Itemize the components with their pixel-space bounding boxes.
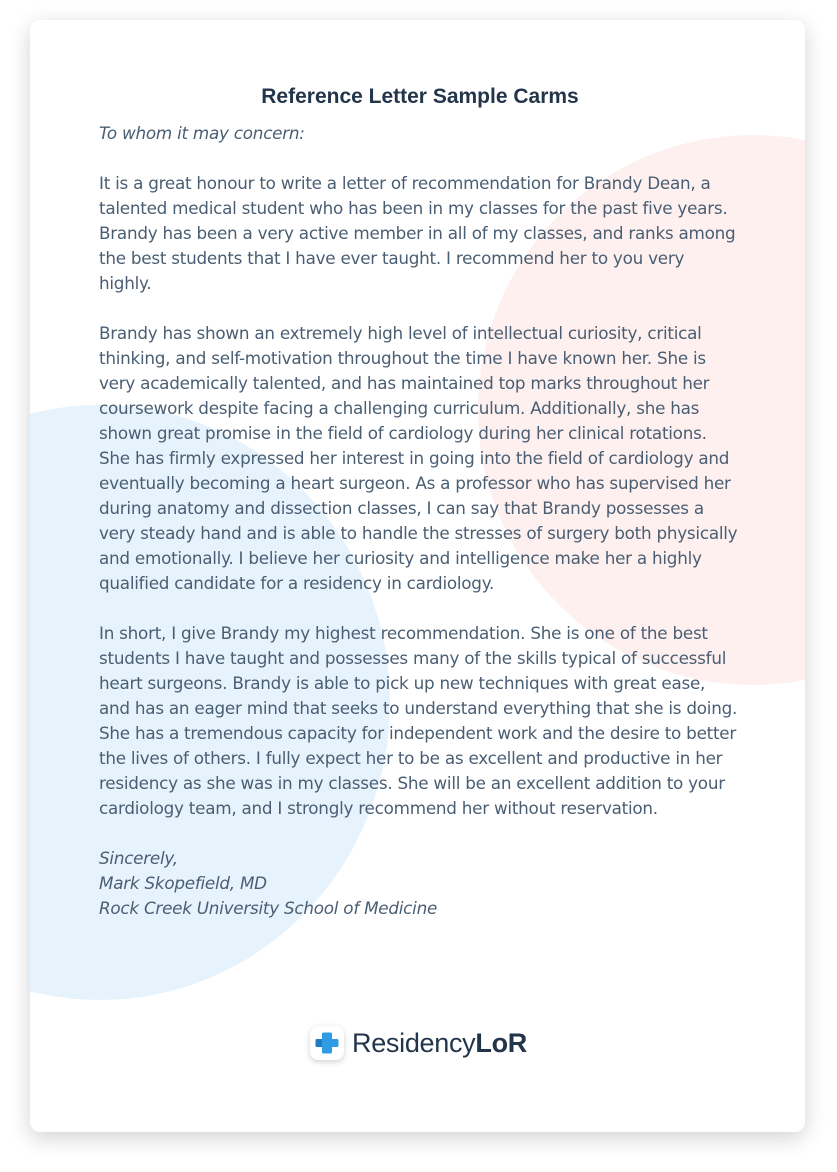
medical-cross-icon <box>310 1026 344 1060</box>
residency-lor-logo <box>310 1025 527 1061</box>
logo-text-bold: LoR <box>475 1027 527 1058</box>
letter-page <box>30 20 805 1132</box>
page-title: Reference Letter Sample Carms <box>261 85 579 108</box>
letter-content <box>99 82 741 921</box>
letter-paragraph: It is a great honour to write a letter of recommendation for Brandy Dean, a talented medical student who has been in my classes for the past five years. Brandy has been a very active member in all of my classes, and ranks among the best students that I have ever taught. I recommend her to you very highly. <box>99 173 736 293</box>
letter-closing: Sincerely, <box>99 848 178 868</box>
logo-wordmark <box>352 1028 527 1059</box>
letter-signoff <box>99 846 741 921</box>
letter-greeting: To whom it may concern: <box>99 123 305 143</box>
signer-name: Mark Skopefield, MD <box>99 873 267 893</box>
signer-affiliation: Rock Creek University School of Medicine <box>99 898 438 918</box>
letter-paragraph: In short, I give Brandy my highest recommendation. She is one of the best students I have taught and possesses many of the skills typical of successful heart surgeons. Brandy is able to pick up new techniques with great ease, and has an eager mind that seeks to understand everything that she is doing. She has a tremendous capacity for independent work and the desire to better the lives of others. I fully expect her to be as excellent and productive in her residency as she was in my classes. She will be an excellent addition to your cardiology team, and I strongly recommend her without reservation. <box>99 623 738 818</box>
logo-text-regular: Residency <box>352 1027 476 1058</box>
letter-paragraph: Brandy has shown an extremely high level of intellectual curiosity, critical thinking, and self-motivation throughout the time I have known her. She is very academically talented, and has maintained top marks throughout her coursework despite facing a challenging curriculum. Additionally, she has shown great promise in the field of cardiology during her clinical rotations. She has firmly expressed her interest in going into the field of cardiology and eventually becoming a heart surgeon. As a professor who has supervised her during anatomy and dissection classes, I can say that Brandy possesses a very steady hand and is able to handle the stresses of surgery both physically and emotionally. I believe her curiosity and intelligence make her a highly qualified candidate for a residency in cardiology. <box>99 323 738 593</box>
